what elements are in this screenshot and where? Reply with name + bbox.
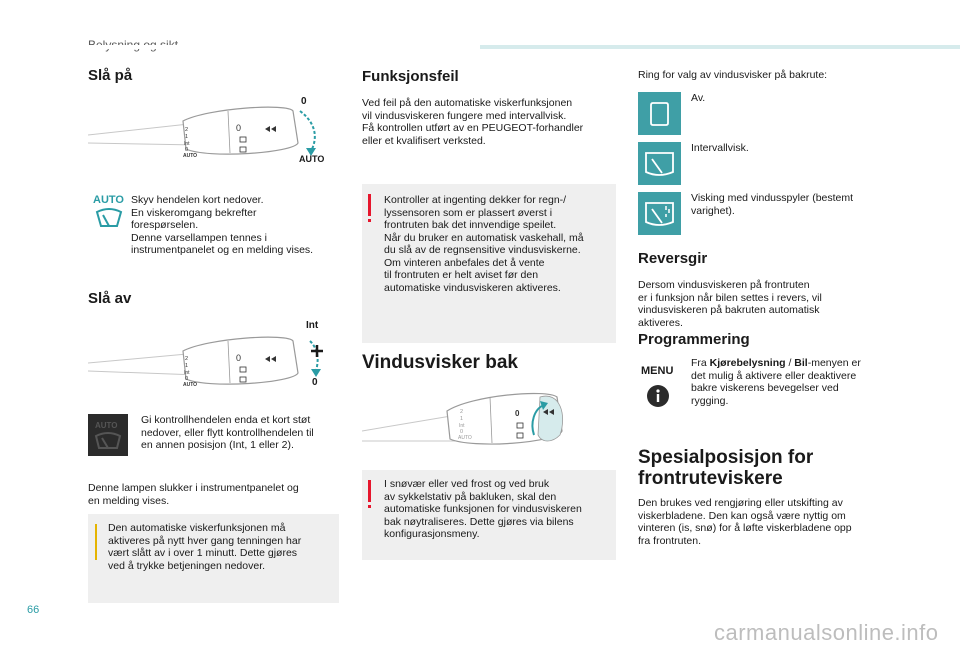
text-line: forespørselen. [131,219,199,231]
text-line: lyssensoren som er plassert øverst i [384,206,553,219]
spesialposisjon-text [638,497,900,547]
lever-label-int: Int [306,320,319,331]
text-line: frontruten bak det innvendige speilet. [384,219,557,231]
svg-text:1: 1 [460,416,464,422]
text-line: bak nøytraliseres. Dette gjøres via bilens [384,515,574,528]
auto-wiper-lamp-off-icon [88,414,128,456]
text-line: automatiske funksjonen for vindusviskeren [384,503,582,515]
text-line: Dersom vindusviskeren på frontruten [638,279,810,291]
header-bar-light [88,45,480,49]
svg-text:0: 0 [185,147,189,153]
text-line: Gi kontrollhendelen enda et kort støt [141,414,311,426]
auto-wiper-warning-icon [95,207,123,229]
vindusvisker-bak-title: Vindusvisker bak [362,352,518,373]
warning-note-text-1 [384,194,614,294]
page-number: 66 [27,604,40,616]
text-line: Om vinteren anbefales det å vente [384,256,545,269]
svg-text:1: 1 [185,363,189,369]
warning-note-text-2 [384,478,614,541]
svg-text:2: 2 [460,409,464,415]
text-line: til frontruten er helt aviset før den [384,269,539,281]
info-icon [647,385,669,407]
svg-text:Int: Int [184,370,190,376]
svg-text:0: 0 [236,123,242,133]
funksjonsfeil-text [362,97,620,147]
sla-pa-title: Slå på [88,67,133,84]
warning-note-box-2 [362,470,616,560]
text-line: viskerbladene. Den kan også være nyttig om [638,509,846,522]
text-line: rygging. [691,394,729,407]
title-line: frontruteviskere [638,468,783,489]
svg-text:AUTO: AUTO [95,421,118,430]
svg-text:AUTO: AUTO [458,435,472,441]
text-line: vært slått av i over 1 minutt. Dette gjøres [108,547,298,559]
text-line: instrumentpanelet og en melding vises. [131,244,314,256]
text-line: vinteren (is, snø) for å løfte viskerbladene opp [638,522,852,534]
header-bar-accent [480,45,960,49]
svg-text:2: 2 [185,127,189,133]
text-line: I snøvær eller ved frost og ved bruk [384,478,550,490]
svg-text:1: 1 [185,134,189,140]
text-line: Den brukes ved rengjøring eller utskifting av [638,497,843,509]
text-line: Denne lampen slukker i instrumentpanelet og [88,482,299,494]
text-line: eller et kvalifisert verksted. [362,134,486,147]
svg-text:Int: Int [459,423,465,429]
ring-intro: Ring for valg av vindusvisker på bakrute: [638,69,828,81]
rear-wiper-off-icon [638,92,681,135]
lever-label-auto: AUTO [299,154,325,164]
text-fragment: Fra [691,357,707,369]
reversgir-text [638,279,898,329]
warning-note-box-1 [362,184,616,343]
svg-text:Int: Int [184,141,190,147]
text-fragment: / [785,357,795,369]
text-line: en annen posisjon (Int, 1 eller 2). [141,439,294,451]
wiper-lever-off-illustration [88,327,338,397]
svg-text:2: 2 [185,356,189,362]
svg-text:AUTO: AUTO [183,382,198,388]
text-line: automatiske vindusviskeren aktiveres. [384,281,561,294]
svg-text:AUTO: AUTO [183,153,198,159]
rear-wiper-washer-icon [638,192,681,235]
menu-path-lighting: Kjørebelysning [709,357,786,369]
warning-exclamation-dot [368,219,371,222]
rear-wiper-intermittent-icon [638,142,681,185]
text-line: en melding vises. [88,494,170,507]
programmering-first-line [691,357,901,370]
text-line: Denne varsellampen tennes i [131,231,267,244]
text-line: Når du bruker en automatisk vaskehall, må [384,231,584,244]
svg-text:0: 0 [236,353,242,363]
info-note-marker [95,524,97,560]
sla-av-after-text [88,482,343,507]
sla-av-text [141,414,346,452]
text-line: nedover, eller flytt kontrollhendelen til [141,426,314,439]
text-line: det mulig å aktivere eller deaktivere [691,369,857,382]
text-line: Kontroller at ingenting dekker for regn-/ [384,194,567,206]
lever-label-0: 0 [301,96,307,107]
text-line: Skyv hendelen kort nedover. [131,194,264,206]
programmering-text [691,357,901,407]
text-line: Få kontrollen utført av en PEUGEOT-forhandler [362,122,584,134]
rear-option-interval-label: Intervallvisk. [691,142,749,154]
funksjonsfeil-title: Funksjonsfeil [362,68,459,85]
watermark: carmanualsonline.info [714,620,939,645]
warning-exclamation-icon [368,480,371,502]
menu-button-label: MENU [641,365,674,377]
spesialposisjon-title [638,447,813,489]
info-note-text [108,522,336,572]
title-line: Spesialposisjon for [638,447,814,468]
text-line: konfigurasjonsmeny. [384,528,480,540]
sla-av-title: Slå av [88,290,132,307]
menu-path-vehicle: Bil [794,357,808,369]
auto-label: AUTO [93,194,124,206]
text-line: vil vindusviskeren fungere med intervallvisk. [362,109,567,122]
text-line: fra frontruten. [638,534,702,547]
lever-label-0-bottom: 0 [312,377,318,388]
rear-wiper-lever-illustration [362,385,616,455]
text-line: aktiveres på nytt hver gang tenningen har [108,534,302,547]
svg-text:0: 0 [515,409,520,418]
text-line: aktiveres. [638,316,683,329]
svg-text:0: 0 [185,376,189,382]
text-line: vindusviskeren på bakruten automatisk [638,304,820,316]
text-line: bakre viskerens bevegelser ved [691,382,839,394]
warning-exclamation-dot [368,505,371,508]
text-line: Den automatiske viskerfunksjonen må [108,522,286,534]
sla-pa-text [131,194,346,257]
info-note-box [88,514,339,603]
text-line: ved å trykke betjeningen nedover. [108,559,266,572]
warning-exclamation-icon [368,194,371,216]
rear-option-washer-label: Visking med vindusspyler (bestemt varighet). [691,192,854,217]
text-line: En viskeromgang bekrefter [131,206,257,219]
programmering-title: Programmering [638,331,750,348]
reversgir-title: Reversgir [638,250,708,267]
text-line: du slå av de regnsensitive vindusviskerne. [384,244,581,256]
text-line: Ved feil på den automatiske viskerfunksjonen [362,97,573,109]
rear-option-off-label: Av. [691,92,706,104]
text-fragment: -menyen er [807,357,861,369]
text-line: av sykkelstativ på bakluken, skal den [384,490,557,503]
svg-text:0: 0 [460,429,464,435]
text-line: er i funksjon når bilen settes i revers, vil [638,291,822,304]
